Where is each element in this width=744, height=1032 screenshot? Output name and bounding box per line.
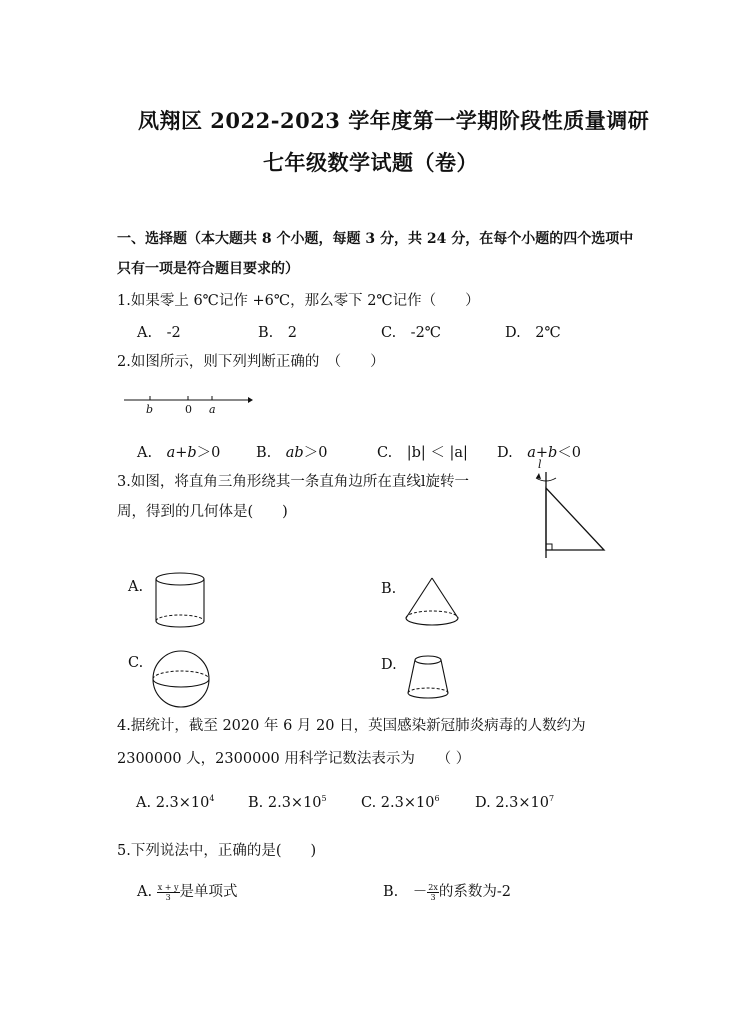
q3-stem-line2: 周，得到的几何体是( ) [117, 504, 288, 520]
q4-option-c: C. $2.3\times 10^6$ [361, 794, 440, 811]
numberline-label-a: a [209, 403, 216, 416]
q5-option-a: A. $\frac{x + y}{3}$ 是单项式 [137, 882, 238, 902]
sphere-shape [150, 649, 212, 711]
numberline-label-b: b [146, 403, 154, 416]
exam-title-line1: 凤翔区 2022-2023 学年度第一学期阶段性质量调研 [138, 108, 650, 133]
q4-option-b: B. $2.3\times 10^5$ [248, 794, 327, 811]
q1-option-c: C. -2℃ [381, 325, 442, 341]
cone-shape [403, 575, 461, 629]
q1-option-a: A. -2 [137, 325, 181, 341]
rotating-triangle-figure [530, 458, 610, 563]
right-angle-mark [546, 544, 552, 550]
number-line-arrow [248, 397, 253, 403]
q2-option-b: B. ab＞0 [256, 445, 328, 461]
q4-stem-line1: 4.据统计，截至 2020 年 6 月 20 日，英国感染新冠肺炎病毒的人数约为 [117, 718, 586, 734]
q5-option-b-fraction: $\frac{2x}{3}$ [428, 882, 438, 902]
q2-option-d: D. a+b＜0 [497, 445, 582, 461]
q2-option-c: C. |b| ＜ |a| [377, 445, 468, 461]
q4-option-d: D. $2.3\times 10^7$ [475, 794, 555, 811]
q5-stem: 5.下列说法中，正确的是( ) [117, 843, 317, 859]
q1-stem: 1.如果零上 6℃记作 +6℃，那么零下 2℃记作（ ） [117, 293, 480, 309]
q1-option-b: B. 2 [258, 325, 297, 341]
q4-option-a: A. $2.3\times 10^4$ [136, 794, 215, 811]
q3-option-d-label: D. [381, 657, 397, 673]
q2-option-a: A. a+b＞0 [137, 445, 221, 461]
q5-option-b: B. － $\frac{2x}{3}$ 的系数为-2 [383, 882, 511, 902]
right-triangle [546, 488, 604, 550]
exam-title-line2: 七年级数学试题（卷） [263, 150, 478, 175]
axis-label-l: l [538, 458, 542, 471]
q2-stem: 2.如图所示，则下列判断正确的 （ ） [117, 354, 385, 370]
q5-option-a-fraction: $\frac{x + y}{3}$ [157, 882, 179, 902]
cylinder-shape [153, 570, 209, 632]
frustum-shape [404, 653, 454, 701]
q3-stem-line1: 3.如图，将直角三角形绕其一条直角边所在直线l旋转一 [117, 474, 469, 490]
q4-stem-line2: 2300000 人，2300000 用科学记数法表示为 （ ） [117, 751, 471, 767]
section-heading-line2: 只有一项是符合题目要求的） [117, 261, 299, 277]
q3-option-c-label: C. [128, 655, 144, 671]
numberline-label-zero: 0 [185, 403, 192, 416]
q3-option-b-label: B. [381, 581, 397, 597]
q3-option-a-label: A. [128, 579, 144, 595]
q1-option-d: D. 2℃ [505, 325, 561, 341]
section-heading-line1: 一、选择题（本大题共 8 个小题，每题 3 分，共 24 分，在每个小题的四个选项中 [117, 231, 634, 247]
